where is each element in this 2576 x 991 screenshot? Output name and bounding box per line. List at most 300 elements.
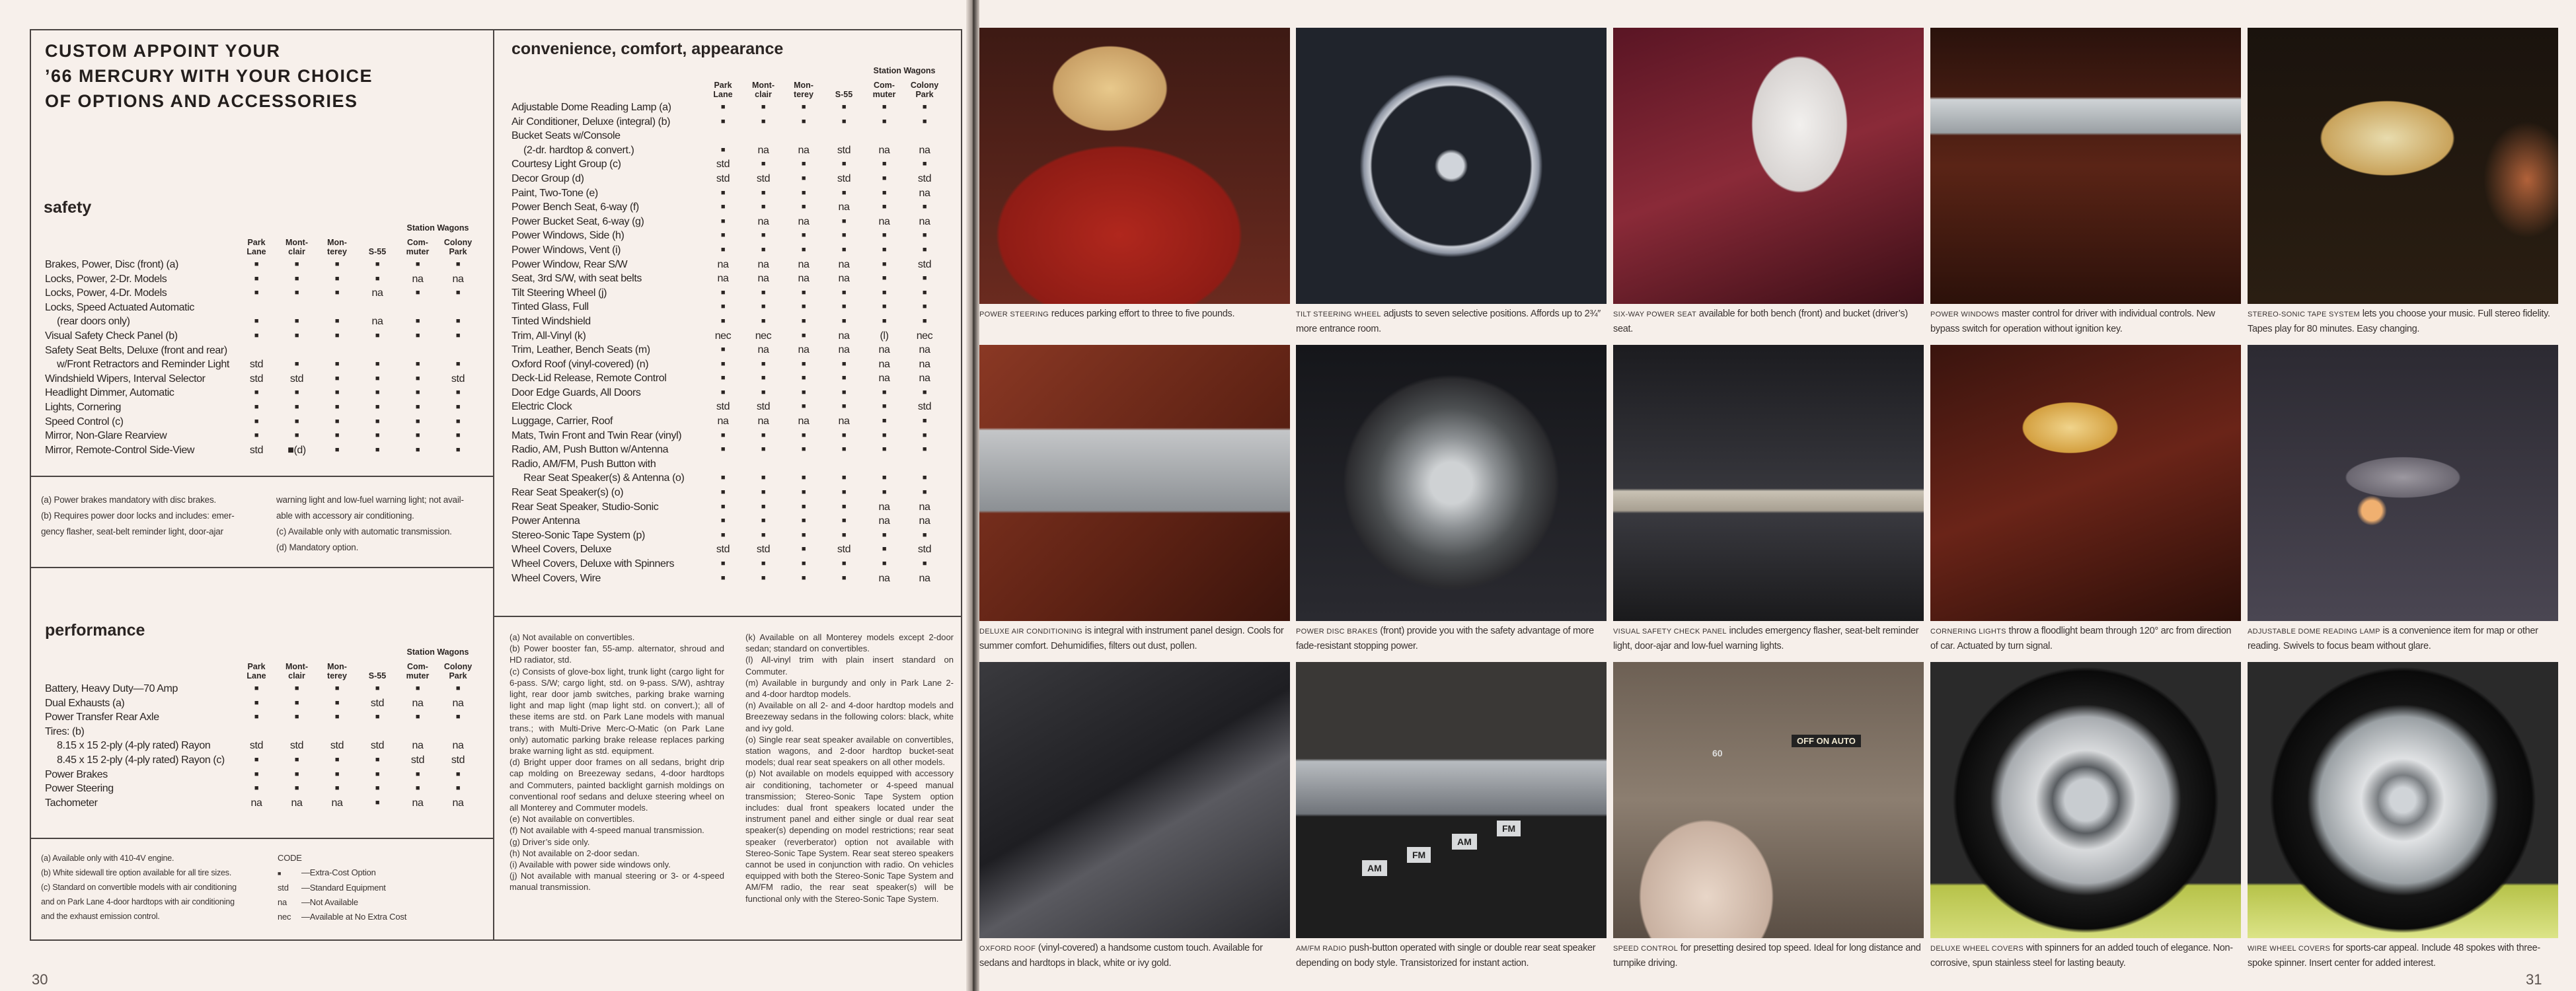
extra-cost-marker: ■ <box>922 274 927 283</box>
cell-value: na <box>798 258 810 270</box>
cell-value: na <box>250 797 262 809</box>
cell-value: na <box>757 215 769 227</box>
table-row <box>511 272 948 286</box>
row-label: Locks, Power, 2-Dr. Models <box>45 273 167 285</box>
extra-cost-marker: ■ <box>294 331 299 340</box>
cell-value: na <box>878 144 890 156</box>
extra-cost-marker: ■ <box>761 517 766 525</box>
extra-cost-marker: ■ <box>761 388 766 396</box>
photo-caption <box>979 307 1290 322</box>
column-header <box>864 81 905 99</box>
cell-value: na <box>412 797 424 809</box>
extra-cost-marker: ■ <box>334 360 340 369</box>
column-header-line: Lane <box>713 90 733 99</box>
extra-cost-marker: ■ <box>801 303 806 311</box>
extra-cost-marker: ■ <box>254 684 259 692</box>
cell-value: nec <box>714 330 732 342</box>
table-row <box>511 157 948 172</box>
cell-value: na <box>838 416 850 427</box>
photo-wire-wheel-covers <box>2248 662 2558 938</box>
row-label: Mirror, Non-Glare Rearview <box>45 430 167 442</box>
footnote: (j) Not available with manual steering or 3- or 4-speed manual transmission. <box>510 871 724 893</box>
row-label: Power Antenna <box>511 515 580 527</box>
cell-value: na <box>717 273 729 285</box>
code-meaning: —Standard Equipment <box>301 883 386 893</box>
extra-cost-marker: ■ <box>922 474 927 482</box>
speed-switch-label: OFF ON AUTO <box>1792 735 1861 747</box>
table-row <box>45 286 481 301</box>
extra-cost-marker: ■ <box>761 231 766 240</box>
extra-cost-marker: ■ <box>334 417 340 425</box>
extra-cost-marker: ■ <box>841 303 847 311</box>
caption-lead: OXFORD ROOF <box>979 945 1036 953</box>
table-row <box>511 200 948 215</box>
row-label: Power Transfer Rear Axle <box>45 712 159 723</box>
photo-caption <box>1613 624 1924 653</box>
cell-value: na <box>371 287 383 299</box>
extra-cost-marker: ■ <box>801 545 806 554</box>
extra-cost-marker: ■ <box>294 289 299 297</box>
extra-cost-marker: ■ <box>720 431 726 439</box>
extra-cost-marker: ■ <box>841 488 847 497</box>
extra-cost-marker: ■ <box>720 502 726 511</box>
photo-air-conditioning <box>979 345 1290 621</box>
row-label: Radio, AM, Push Button w/Antenna <box>511 444 669 456</box>
table-row <box>511 500 948 515</box>
extra-cost-marker: ■ <box>922 103 927 111</box>
extra-cost-marker: ■ <box>455 331 461 340</box>
extra-cost-marker: ■ <box>761 374 766 383</box>
performance-heading: performance <box>45 621 145 640</box>
cell-value: na <box>919 515 930 527</box>
extra-cost-marker: ■ <box>922 417 927 425</box>
table-row <box>511 229 948 243</box>
extra-cost-marker: ■ <box>841 445 847 454</box>
row-label: 8.45 x 15 2-ply (4-ply rated) Rayon (c) <box>57 754 225 766</box>
cell-value: na <box>371 316 383 328</box>
photo-caption <box>1930 307 2241 336</box>
table-row <box>511 471 948 486</box>
extra-cost-marker: ■ <box>375 755 380 764</box>
caption-text: master control for driver with individual controls. New bypass switch for operation without ignition key. <box>1930 309 2215 334</box>
table-row <box>45 782 481 796</box>
extra-cost-marker: ■ <box>720 288 726 297</box>
extra-cost-marker: ■ <box>375 798 380 807</box>
extra-cost-marker: ■ <box>455 417 461 425</box>
column-header-line: Com- <box>407 662 428 671</box>
column-header-line: Park <box>915 90 934 99</box>
column-headers <box>45 647 481 682</box>
column-header <box>358 247 398 256</box>
convenience-heading: convenience, comfort, appearance <box>511 40 784 58</box>
cell-value: std <box>370 740 385 752</box>
extra-cost-marker: ■ <box>922 160 927 168</box>
extra-cost-marker: ■ <box>882 188 887 197</box>
extra-cost-marker: ■ <box>294 684 299 692</box>
caption-lead: SPEED CONTROL <box>1613 945 1679 953</box>
extra-cost-marker: ■ <box>334 374 340 383</box>
photo-caption <box>1296 624 1607 653</box>
row-label: Locks, Speed Actuated Automatic <box>45 301 194 313</box>
column-header <box>438 238 478 256</box>
extra-cost-marker: ■ <box>455 770 461 778</box>
caption-text: reduces parking effort to three to five pounds. <box>1049 309 1235 319</box>
row-label: Wheel Covers, Deluxe with Spinners <box>511 558 675 569</box>
left-page <box>0 0 971 991</box>
caption-lead: POWER DISC BRAKES <box>1296 628 1378 636</box>
extra-cost-marker: ■ <box>841 474 847 482</box>
extra-cost-marker: ■ <box>882 402 887 411</box>
extra-cost-marker: ■ <box>720 388 726 396</box>
extra-cost-marker: ■ <box>415 260 420 268</box>
photo-caption <box>2248 307 2558 336</box>
cell-value: na <box>838 202 850 213</box>
cell-value: na <box>919 344 930 356</box>
row-label: Wheel Covers, Deluxe <box>511 544 612 556</box>
extra-cost-marker: ■ <box>294 402 299 411</box>
extra-cost-marker: ■ <box>294 713 299 721</box>
column-header-line: Mon- <box>327 662 347 671</box>
caption-text: push-button operated with single or double rear seat speaker depending on body style. Transistorized for instant action. <box>1296 943 1596 969</box>
row-label-continued: (rear doors only) <box>57 316 130 328</box>
extra-cost-marker: ■ <box>882 445 887 454</box>
extra-cost-marker: ■ <box>801 517 806 525</box>
row-label: Seat, 3rd S/W, with seat belts <box>511 273 642 285</box>
cell-value: (l) <box>880 330 889 342</box>
table-row <box>511 542 948 557</box>
table-row <box>45 768 481 782</box>
column-header <box>438 662 478 680</box>
extra-cost-marker: ■ <box>455 260 461 268</box>
extra-cost-marker: ■ <box>922 431 927 439</box>
extra-cost-marker: ■ <box>882 560 887 568</box>
cell-value: na <box>838 273 850 285</box>
extra-cost-marker: ■ <box>801 560 806 568</box>
table-row <box>511 129 948 143</box>
code-legend <box>278 851 476 924</box>
extra-cost-marker: ■ <box>922 560 927 568</box>
extra-cost-marker: ■ <box>375 431 380 440</box>
safety-footnotes-right <box>276 492 481 556</box>
photo-caption <box>2248 624 2558 653</box>
extra-cost-marker: ■ <box>455 317 461 326</box>
row-label: Rear Seat Speaker(s) (o) <box>511 487 624 499</box>
extra-cost-marker: ■ <box>882 303 887 311</box>
extra-cost-marker: ■ <box>334 331 340 340</box>
extra-cost-marker: ■ <box>375 770 380 778</box>
column-header-line: clair <box>755 90 772 99</box>
column-group-label: Station Wagons <box>406 647 469 657</box>
row-label: Mats, Twin Front and Twin Rear (vinyl) <box>511 429 682 441</box>
table-row <box>511 186 948 201</box>
footnote: (n) Available on all 2- and 4-door hardtop models and Breezeway sedans in the following colors: black, white and ivy gold. <box>745 700 954 733</box>
table-row <box>511 100 948 115</box>
extra-cost-marker: ■ <box>294 360 299 369</box>
table-row <box>511 172 948 186</box>
extra-cost-marker: ■ <box>720 316 726 325</box>
right-page <box>979 0 2576 991</box>
extra-cost-marker: ■ <box>415 402 420 411</box>
row-label: Electric Clock <box>511 401 572 413</box>
cell-value: ■(d) <box>287 444 306 456</box>
column-header-line: Park <box>247 238 266 247</box>
extra-cost-marker: ■ <box>375 445 380 454</box>
extra-cost-marker: ■ <box>415 684 420 692</box>
extra-cost-marker: ■ <box>254 755 259 764</box>
table-row <box>511 115 948 129</box>
extra-cost-marker: ■ <box>375 274 380 283</box>
caption-lead: CORNERING LIGHTS <box>1930 628 2006 636</box>
cell-value: std <box>451 373 465 385</box>
extra-cost-marker: ■ <box>415 445 420 454</box>
table-row <box>45 739 481 753</box>
page-number: 30 <box>32 971 48 988</box>
extra-cost-marker: ■ <box>801 502 806 511</box>
cell-value: std <box>837 144 851 156</box>
row-label: Adjustable Dome Reading Lamp (a) <box>511 102 671 113</box>
column-header-line: muter <box>406 671 430 680</box>
extra-cost-marker: ■ <box>922 203 927 211</box>
extra-cost-marker: ■ <box>761 316 766 325</box>
extra-cost-marker: ■ <box>761 245 766 254</box>
cell-value: std <box>756 544 771 556</box>
column-header-line: Colony <box>443 662 473 671</box>
table-row <box>511 258 948 272</box>
row-label: Power Windows, Side (h) <box>511 230 625 242</box>
cell-value: std <box>289 740 304 752</box>
extra-cost-marker: ■ <box>294 317 299 326</box>
table-row <box>45 443 481 458</box>
table-row <box>45 329 481 344</box>
cell-value: std <box>330 740 344 752</box>
cell-value: std <box>249 444 264 456</box>
row-label: Tilt Steering Wheel (j) <box>511 287 607 299</box>
extra-cost-marker: ■ <box>334 684 340 692</box>
table-row <box>45 301 481 315</box>
cell-value: std <box>756 401 771 413</box>
cell-value: na <box>757 416 769 427</box>
extra-cost-marker: ■ <box>375 402 380 411</box>
footnote: (m) Available in burgundy and only in Park Lane 2- and 4-door hardtop models. <box>745 677 954 700</box>
table-row <box>511 143 948 158</box>
table-row <box>511 414 948 429</box>
extra-cost-marker: ■ <box>720 303 726 311</box>
table-row <box>45 344 481 358</box>
column-header-line: terey <box>794 90 814 99</box>
row-label: Lights, Cornering <box>45 401 122 413</box>
row-label: Tinted Windshield <box>511 315 591 327</box>
extra-cost-marker: ■ <box>375 374 380 383</box>
divider <box>30 476 494 477</box>
cell-value: na <box>452 273 464 285</box>
extra-cost-marker: ■ <box>801 573 806 582</box>
row-label: Power Window, Rear S/W <box>511 258 628 270</box>
extra-cost-marker: ■ <box>882 117 887 126</box>
extra-cost-marker: ■ <box>761 160 766 168</box>
cell-value: na <box>452 740 464 752</box>
extra-cost-marker: ■ <box>882 431 887 439</box>
photo-caption <box>979 941 1290 971</box>
column-header-line: Park <box>449 247 467 256</box>
extra-cost-marker: ■ <box>254 402 259 411</box>
column-header-line: S-55 <box>835 90 853 99</box>
photo-caption <box>1296 307 1607 336</box>
table-row <box>45 357 481 372</box>
extra-cost-marker: ■ <box>922 117 927 126</box>
table-row <box>511 529 948 543</box>
extra-cost-marker: ■ <box>334 431 340 440</box>
cell-value: na <box>757 258 769 270</box>
extra-cost-marker: ■ <box>720 359 726 368</box>
table-row <box>45 415 481 429</box>
row-label: Windshield Wipers, Interval Selector <box>45 373 206 385</box>
extra-cost-marker: ■ <box>761 445 766 454</box>
extra-cost-marker: ■ <box>801 174 806 182</box>
column-header <box>277 238 317 256</box>
column-header-line: Park <box>714 81 732 90</box>
photo-oxford-roof <box>979 662 1290 938</box>
column-header-line: Colony <box>443 238 473 247</box>
table-row <box>45 258 481 272</box>
table-row <box>45 682 481 696</box>
extra-cost-marker: ■ <box>761 531 766 539</box>
cell-value: na <box>919 501 930 513</box>
cell-value: na <box>798 144 810 156</box>
column-header-line: Lane <box>246 247 266 256</box>
photo-dome-reading-lamp <box>2248 345 2558 621</box>
extra-cost-marker: ■ <box>455 431 461 440</box>
cell-value: std <box>716 401 730 413</box>
photo-stereo-sonic-tape <box>2248 28 2558 304</box>
caption-lead: VISUAL SAFETY CHECK PANEL <box>1613 628 1727 636</box>
extra-cost-marker: ■ <box>801 188 806 197</box>
cell-value: na <box>717 416 729 427</box>
footnote: (e) Not available on convertibles. <box>510 814 635 825</box>
table-row <box>45 796 481 811</box>
caption-text: for presetting desired top speed. Ideal for long distance and turnpike driving. <box>1613 943 1921 969</box>
code-symbol: ■ <box>278 870 282 877</box>
extra-cost-marker: ■ <box>720 374 726 383</box>
extra-cost-marker: ■ <box>720 488 726 497</box>
caption-lead: ADJUSTABLE DOME READING LAMP <box>2248 628 2380 636</box>
extra-cost-marker: ■ <box>375 713 380 721</box>
extra-cost-marker: ■ <box>375 388 380 397</box>
extra-cost-marker: ■ <box>801 160 806 168</box>
table-row <box>45 372 481 386</box>
extra-cost-marker: ■ <box>841 517 847 525</box>
row-label: Power Bench Seat, 6-way (f) <box>511 202 639 213</box>
extra-cost-marker: ■ <box>801 203 806 211</box>
table-row <box>45 710 481 725</box>
code-symbol: na <box>278 897 287 907</box>
row-label: Luggage, Carrier, Roof <box>511 416 613 427</box>
extra-cost-marker: ■ <box>455 360 461 369</box>
photo-caption <box>1613 307 1924 336</box>
cell-value: std <box>917 172 932 184</box>
extra-cost-marker: ■ <box>922 231 927 240</box>
row-label: Tires: (b) <box>45 725 85 737</box>
extra-cost-marker: ■ <box>720 245 726 254</box>
extra-cost-marker: ■ <box>294 755 299 764</box>
caption-lead: DELUXE AIR CONDITIONING <box>979 628 1083 636</box>
extra-cost-marker: ■ <box>720 346 726 354</box>
photo-caption <box>1613 941 1924 971</box>
extra-cost-marker: ■ <box>455 402 461 411</box>
cell-value: std <box>917 544 932 556</box>
extra-cost-marker: ■ <box>841 531 847 539</box>
caption-text: adjusts to seven selective positions. Affords up to 2¾″ more entrance room. <box>1296 309 1601 334</box>
photo-caption <box>1296 941 1607 971</box>
table-row <box>45 753 481 768</box>
extra-cost-marker: ■ <box>294 698 299 707</box>
row-label: Dual Exhausts (a) <box>45 697 125 709</box>
extra-cost-marker: ■ <box>294 784 299 793</box>
caption-lead: AM/FM RADIO <box>1296 945 1347 953</box>
table-row <box>511 243 948 258</box>
photo-deluxe-wheel-covers <box>1930 662 2241 938</box>
extra-cost-marker: ■ <box>254 698 259 707</box>
cell-value: na <box>838 330 850 342</box>
table-row <box>511 314 948 329</box>
code-meaning: —Not Available <box>301 897 358 907</box>
row-label: Radio, AM/FM, Push Button with <box>511 458 656 470</box>
cell-value: std <box>756 172 771 184</box>
extra-cost-marker: ■ <box>761 117 766 126</box>
column-header <box>784 81 824 99</box>
row-label-continued: Rear Seat Speaker(s) & Antenna (o) <box>523 472 685 484</box>
caption-text: is a convenience item for map or other reading. Swivels to focus beam without glare. <box>2248 626 2538 651</box>
caption-text: with spinners for an added touch of elegance. Non-corrosive, spun stainless steel for lasting beauty. <box>1930 943 2233 969</box>
extra-cost-marker: ■ <box>334 445 340 454</box>
extra-cost-marker: ■ <box>801 488 806 497</box>
extra-cost-marker: ■ <box>294 770 299 778</box>
extra-cost-marker: ■ <box>801 531 806 539</box>
extra-cost-marker: ■ <box>841 388 847 396</box>
code-meaning: —Available at No Extra Cost <box>301 912 407 922</box>
table-row <box>511 429 948 443</box>
extra-cost-marker: ■ <box>455 784 461 793</box>
row-label: Trim, All-Vinyl (k) <box>511 330 586 342</box>
row-label: Decor Group (d) <box>511 172 584 184</box>
footnote: (g) Driver’s side only. <box>510 836 590 847</box>
extra-cost-marker: ■ <box>882 417 887 425</box>
extra-cost-marker: ■ <box>841 117 847 126</box>
cell-value: na <box>798 273 810 285</box>
extra-cost-marker: ■ <box>415 784 420 793</box>
extra-cost-marker: ■ <box>415 770 420 778</box>
table-row <box>511 215 948 229</box>
cell-value: na <box>331 797 343 809</box>
extra-cost-marker: ■ <box>254 417 259 425</box>
page-number: 31 <box>2526 971 2542 988</box>
column-header-line: Lane <box>246 671 266 680</box>
caption-lead: POWER WINDOWS <box>1930 311 2000 318</box>
extra-cost-marker: ■ <box>922 488 927 497</box>
extra-cost-marker: ■ <box>375 784 380 793</box>
extra-cost-marker: ■ <box>801 245 806 254</box>
cell-value: na <box>878 215 890 227</box>
extra-cost-marker: ■ <box>254 260 259 268</box>
extra-cost-marker: ■ <box>294 431 299 440</box>
row-label: Rear Seat Speaker, Studio-Sonic <box>511 501 659 513</box>
cell-value: na <box>412 740 424 752</box>
page-title <box>45 38 373 114</box>
extra-cost-marker: ■ <box>415 417 420 425</box>
extra-cost-marker: ■ <box>455 713 461 721</box>
extra-cost-marker: ■ <box>882 545 887 554</box>
cell-value: na <box>798 344 810 356</box>
extra-cost-marker: ■ <box>882 488 887 497</box>
